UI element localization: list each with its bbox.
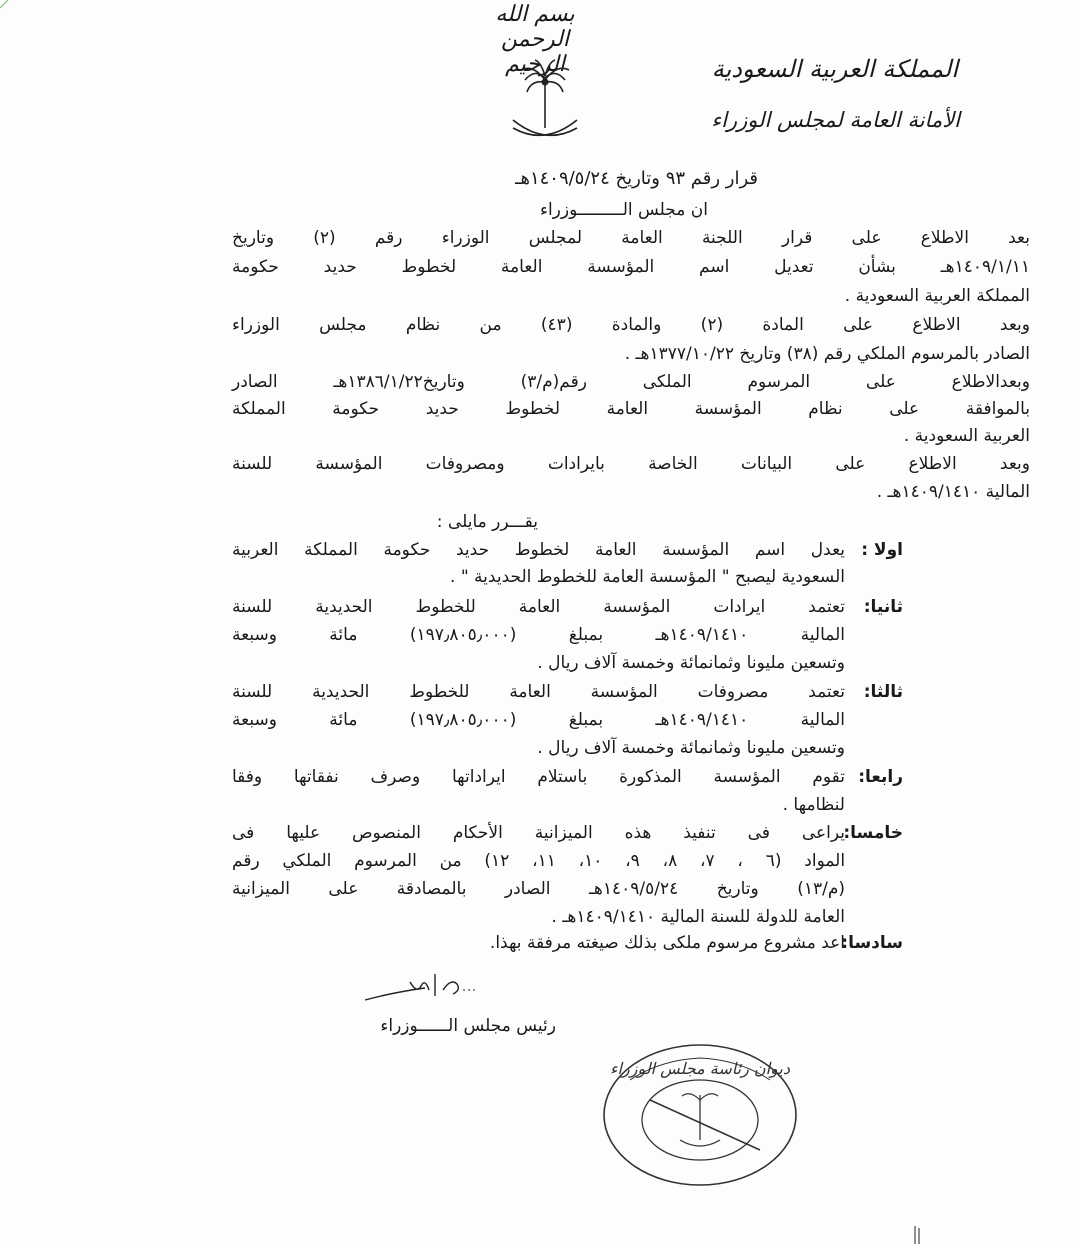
preamble-line: بالموافقة على نظام المؤسسة العامة لخطوط حديد حكومة المملكة xyxy=(232,399,1030,419)
preamble-line: العربية السعودية . xyxy=(903,426,1030,446)
clause-5-line: يراعى فى تنفيذ هذه الميزانية الأحكام المنصوص عليها فى xyxy=(232,823,845,843)
preamble-line: وبعدالاطلاع على المرسوم الملكى رقم(م/٣) وتاريخ١٣٨٦/١/٢٢هـ الصادر xyxy=(232,372,1030,392)
clause-5-line: (م/١٣) وتاريخ ١٤٠٩/٥/٢٤هـ الصادر بالمصادقة على الميزانية xyxy=(232,879,845,899)
preamble-line: المالية ١٤٠٩/١٤١٠هـ . xyxy=(876,482,1030,502)
clause-1-label: اولا : xyxy=(861,540,903,560)
preamble-line: المملكة العربية السعودية . xyxy=(844,286,1030,306)
preamble-line: بعد الاطلاع على قرار اللجنة العامة لمجلس الوزراء رقم (٢) وتاريخ xyxy=(232,228,1030,248)
decision-title: قرار رقم ٩٣ وتاريخ ١٤٠٩/٥/٢٤هـ xyxy=(515,168,758,189)
clause-6-line: اعد مشروع مرسوم ملكى بذلك صيغته مرفقة بهذا. xyxy=(489,933,845,953)
preamble-line: وبعد الاطلاع على المادة (٢) والمادة (٤٣) من نظام مجلس الوزراء xyxy=(232,315,1030,335)
clause-5-line: المواد (٦ ، ٧، ٨، ٩، ١٠، ١١، ١٢) من المرسوم الملكي رقم xyxy=(232,851,846,871)
clause-3-line: وتسعين مليونا وثمانمائة وخمسة آلاف ريال . xyxy=(537,738,845,758)
clause-2-line: تعتمد ايرادات المؤسسة العامة للخطوط الحديدية للسنة xyxy=(232,597,845,617)
letterhead-office: الأمانة العامة لمجلس الوزراء xyxy=(711,108,960,132)
clause-3-line: المالية ١٤٠٩/١٤١٠هـ بمبلغ (١٩٧٫٨٠٥٫٠٠٠) مائة وسبعة xyxy=(232,710,845,730)
clause-2-line: وتسعين مليونا وثمانمائة وخمسة آلاف ريال . xyxy=(537,653,845,673)
clause-3-label: ثالثا: xyxy=(863,682,903,702)
decides-heading: يقـــرر مايلى : xyxy=(436,512,538,532)
letterhead-country: المملكة العربية السعودية xyxy=(711,55,958,83)
scan-margin-mark xyxy=(912,1224,922,1246)
preamble-line: وبعد الاطلاع على البيانات الخاصة بايرادات ومصروفات المؤسسة للسنة xyxy=(232,454,1030,474)
clause-5-line: العامة للدولة للسنة المالية ١٤٠٩/١٤١٠هـ . xyxy=(551,907,845,927)
preamble-line: ١٤٠٩/١/١١هـ بشأن تعديل اسم المؤسسة العامة لخطوط حديد حكومة xyxy=(232,257,1030,277)
clause-4-line: تقوم المؤسسة المذكورة باستلام ايراداتها وصرف نفقاتها وفقا xyxy=(232,767,845,787)
council-line: ان مجلس الـــــــــوزراء xyxy=(539,200,708,220)
handwritten-signature xyxy=(355,968,475,1008)
scan-edge-mark xyxy=(0,0,10,10)
signature-title: رئيس مجلس الــــــوزراء xyxy=(380,1016,556,1036)
clause-1-line: يعدل اسم المؤسسة العامة لخطوط حديد حكومة المملكة العربية xyxy=(232,540,845,560)
basmala: بسم الله الرحمن الرحيم xyxy=(495,2,575,77)
clause-5-label: خامسا: xyxy=(843,823,903,843)
clause-4-label: رابعا: xyxy=(858,767,903,787)
clause-1-line: السعودية ليصبح " المؤسسة العامة للخطوط الحديدية " . xyxy=(450,567,845,587)
seal-text: ديوان رئاسة مجلس الوزراء xyxy=(610,1059,790,1078)
clause-6-label: سادسا: xyxy=(841,933,903,953)
preamble-line: الصادر بالمرسوم الملكي رقم (٣٨) وتاريخ ١٣٧٧/١٠/٢٢هـ . xyxy=(624,344,1030,364)
clause-2-line: المالية ١٤٠٩/١٤١٠هـ بمبلغ (١٩٧٫٨٠٥٫٠٠٠) مائة وسبعة xyxy=(232,625,845,645)
palm-and-swords-emblem-icon xyxy=(505,58,585,148)
clause-2-label: ثانيا: xyxy=(863,597,903,617)
clause-4-line: لنظامها . xyxy=(782,795,845,815)
clause-3-line: تعتمد مصروفات المؤسسة العامة للخطوط الحديدية للسنة xyxy=(232,682,845,702)
official-seal xyxy=(600,1040,800,1190)
